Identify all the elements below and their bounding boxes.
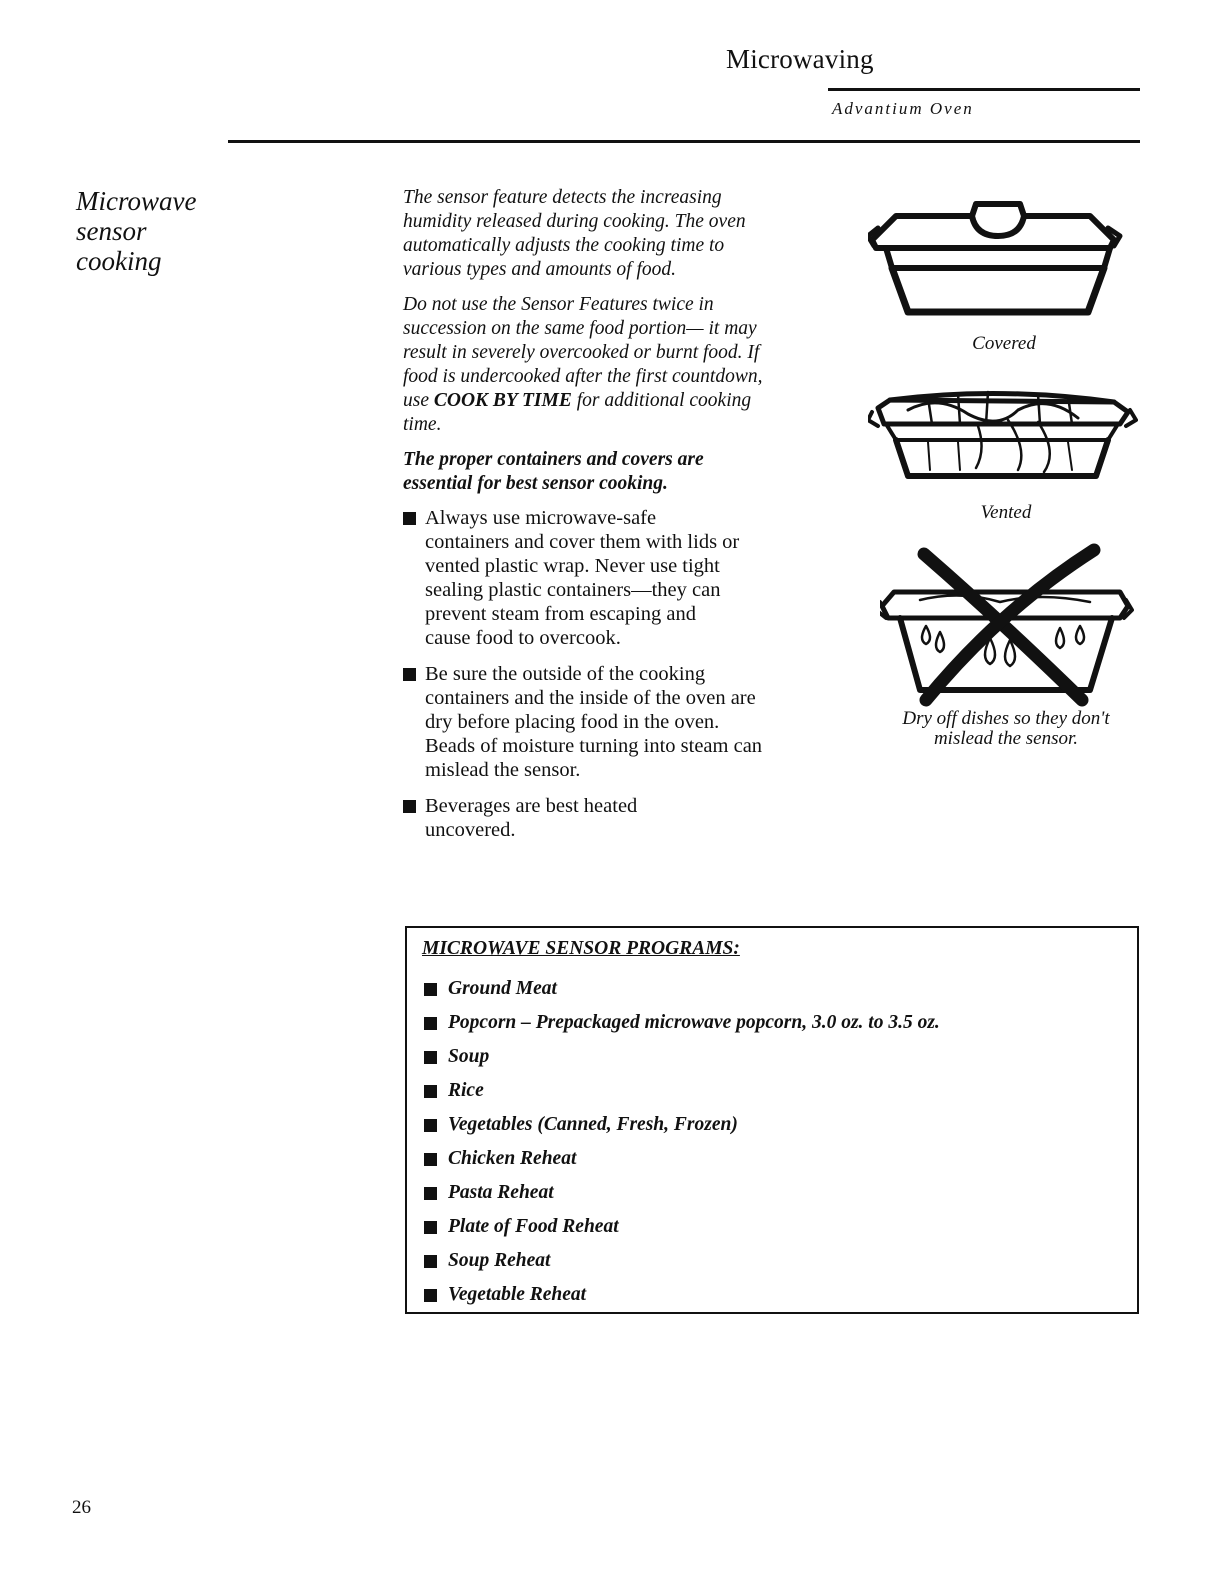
main-column [403, 186, 783, 854]
program-label: Chicken Reheat [448, 1148, 577, 1169]
wet-dish-crossed-icon [880, 540, 1135, 710]
program-item [422, 1108, 1137, 1142]
program-item [422, 972, 1137, 1006]
warning-text-after: for additional cooking time. [403, 390, 752, 435]
warning-paragraph [403, 293, 768, 437]
program-label: Vegetable Reheat [448, 1284, 587, 1305]
program-item [422, 1244, 1137, 1278]
program-label: Plate of Food Reheat [448, 1216, 619, 1237]
intro-paragraph: The sensor feature detects the increasing humidity released during cooking. The oven automatically adjusts the cooking time to various types and amounts of food. [403, 187, 746, 280]
program-item [422, 1074, 1137, 1108]
program-item [422, 1006, 1137, 1040]
bullet-square-icon [424, 983, 437, 996]
header-rule-short [828, 88, 1140, 91]
side-heading-line-3: cooking [76, 246, 162, 276]
programs-title: MICROWAVE SENSOR PROGRAMS: [422, 938, 740, 959]
header-rule-long [228, 140, 1140, 143]
containers-note: The proper containers and covers are essential for best sensor cooking. [403, 449, 704, 494]
program-label: Vegetables (Canned, Fresh, Frozen) [448, 1114, 738, 1135]
bullet-square-icon [424, 1119, 437, 1132]
side-heading [76, 186, 256, 276]
section-subtitle: Advantium Oven [832, 99, 974, 118]
bullet-square-icon [403, 512, 416, 525]
side-heading-line-1: Microwave [76, 186, 197, 216]
program-label: Pasta Reheat [448, 1182, 554, 1203]
dry-caption-line-2: mislead the sensor. [933, 728, 1079, 749]
program-item [422, 1142, 1137, 1176]
bullet-square-icon [424, 1187, 437, 1200]
section-title: Microwaving [726, 44, 874, 74]
bullet-square-icon [424, 1017, 437, 1030]
dry-caption [868, 709, 1144, 749]
program-label: Popcorn – Prepackaged microwave popcorn, 3.0 oz. to 3.5 oz. [448, 1012, 940, 1033]
bullet-text: Always use microwave-safe containers and cover them with lids or vented plastic wrap. Never use tight sealing plastic containers—they can prevent steam from escaping and cause food to overcook. [425, 507, 740, 649]
program-label: Soup Reheat [448, 1250, 551, 1271]
bullet-square-icon [424, 1051, 437, 1064]
program-label: Soup [448, 1046, 490, 1067]
covered-dish-icon [868, 196, 1128, 326]
program-label: Ground Meat [448, 978, 557, 999]
bullet-item [403, 662, 763, 782]
program-label: Rice [448, 1080, 484, 1101]
covered-caption: Covered [972, 333, 1036, 354]
bullet-square-icon [403, 800, 416, 813]
warning-text-before: Do not use the Sensor Features twice in succession on the same food portion— it may result in severely overcooked or burnt food. If food is undercooked after the first countdown, use [403, 294, 763, 411]
cook-by-time-emphasis: COOK BY TIME [433, 390, 572, 411]
bullet-item [403, 794, 703, 842]
program-item [422, 1040, 1137, 1074]
bullet-text: Beverages are best heated uncovered. [425, 795, 638, 841]
program-item [422, 1176, 1137, 1210]
bullet-square-icon [424, 1085, 437, 1098]
program-item [422, 1278, 1137, 1312]
bullet-square-icon [424, 1255, 437, 1268]
bullet-square-icon [424, 1289, 437, 1302]
vented-dish-icon [868, 380, 1138, 485]
dry-caption-line-1: Dry off dishes so they don't [902, 708, 1110, 729]
bullet-square-icon [424, 1221, 437, 1234]
vented-caption: Vented [980, 502, 1032, 523]
sensor-programs-box [405, 926, 1139, 1314]
bullet-square-icon [424, 1153, 437, 1166]
bullet-text: Be sure the outside of the cooking containers and the inside of the oven are dry before placing food in the oven. Beads of moisture turning into steam can mislead the sensor. [425, 663, 763, 781]
bullet-item [403, 506, 743, 650]
side-heading-line-2: sensor [76, 216, 147, 246]
bullet-square-icon [403, 668, 416, 681]
program-item [422, 1210, 1137, 1244]
page-number: 26 [72, 1497, 91, 1518]
